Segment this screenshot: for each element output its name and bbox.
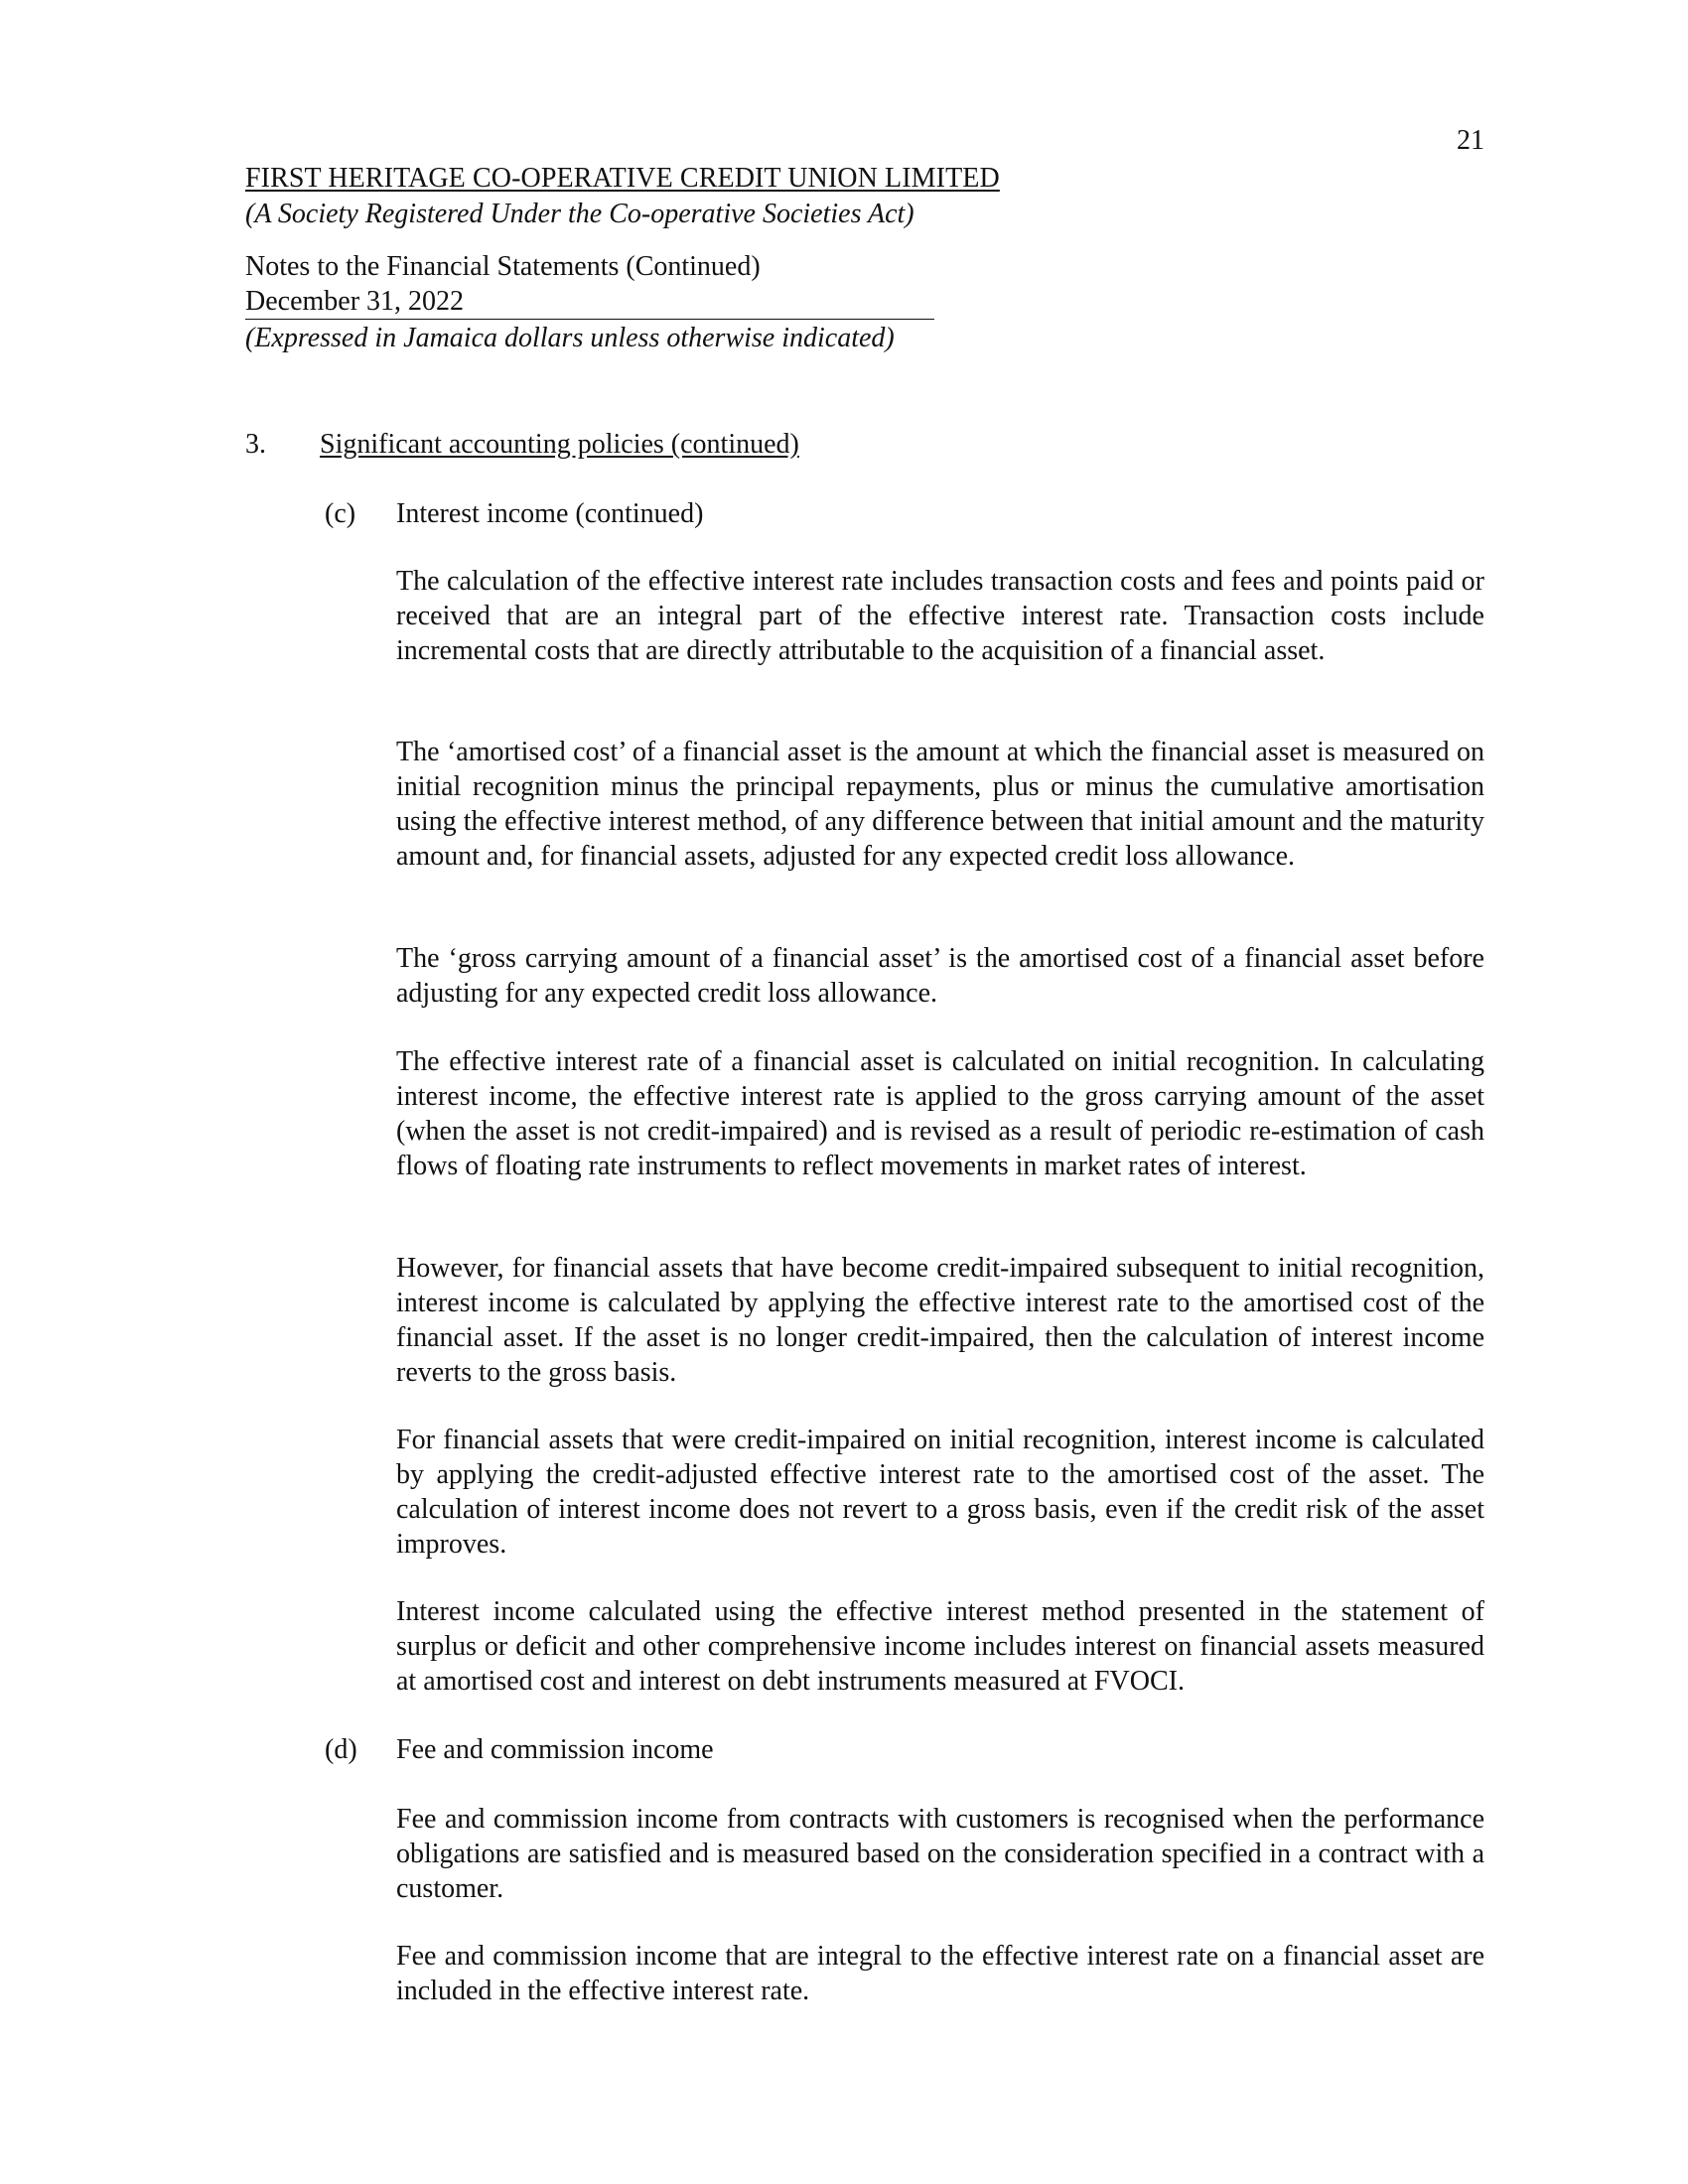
document-header (245, 161, 1238, 357)
subsection-title: Fee and commission income (396, 1734, 714, 1765)
paragraph: Fee and commission income from contracts with customers is recognised when the performance obligations are satisfied and is measured based on the consideration specified in a contract with a customer. (396, 1804, 1484, 1904)
paragraph: The calculation of the effective interest rate includes transaction costs and fees and points paid or received that are an integral part of the effective interest rate. Transaction costs include incremental costs that are directly attributable to the acquisition of a financial asset. (396, 566, 1484, 666)
paragraph: For financial assets that were credit-impaired on initial recognition, interest income is calculated by applying the credit-adjusted effective interest rate to the amortised cost of the asset. The calculation of interest income does not revert to a gross basis, even if the credit risk of the asset improves. (396, 1425, 1484, 1560)
paragraph: The effective interest rate of a financial asset is calculated on initial recognition. In calculating interest income, the effective interest rate is applied to the gross carrying amount of the asset (when the asset is not credit-impaired) and is revised as a result of periodic re-estimation of cash flows of floating rate instruments to reflect movements in market rates of interest. (396, 1046, 1484, 1181)
section-title: Significant accounting policies (continued) (320, 429, 799, 460)
currency-note: (Expressed in Jamaica dollars unless otherwise indicated) (245, 323, 895, 353)
paragraph: However, for financial assets that have become credit-impaired subsequent to initial recognition, interest income is calculated by applying the effective interest rate to the amortised cost of the financial asset. If the asset is no longer credit-impaired, then the calculation of interest income reverts to the gross basis. (396, 1253, 1484, 1388)
paragraph: The ‘gross carrying amount of a financial asset’ is the amortised cost of a financial asset before adjusting for any expected credit loss allowance. (396, 943, 1484, 1009)
subsection-title: Interest income (continued) (396, 498, 704, 529)
company-name: FIRST HERITAGE CO-OPERATIVE CREDIT UNION LIMITED (245, 163, 1000, 194)
registration-note: (A Society Registered Under the Co-operative Societies Act) (245, 199, 914, 229)
notes-title: Notes to the Financial Statements (Continued) (245, 251, 761, 282)
paragraph: Fee and commission income that are integral to the effective interest rate on a financial asset are included in the effective interest rate. (396, 1941, 1484, 2006)
paragraph: The ‘amortised cost’ of a financial asset is the amount at which the financial asset is measured on initial recognition minus the principal repayments, plus or minus the cumulative amortisation using the effective interest method, of any difference between that initial amount and the maturity amount and, for financial assets, adjusted for any expected credit loss allowance. (396, 737, 1484, 872)
page-number: 21 (1457, 125, 1484, 156)
statement-date: December 31, 2022 (245, 285, 934, 320)
paragraph: Interest income calculated using the effective interest method presented in the statement of surplus or deficit and other comprehensive income includes interest on financial assets measured at amortised cost and interest on debt instruments measured at FVOCI. (396, 1596, 1484, 1697)
subsection-letter: (d) (325, 1734, 357, 1765)
subsection-letter: (c) (325, 498, 356, 529)
section-number: 3. (245, 429, 266, 460)
